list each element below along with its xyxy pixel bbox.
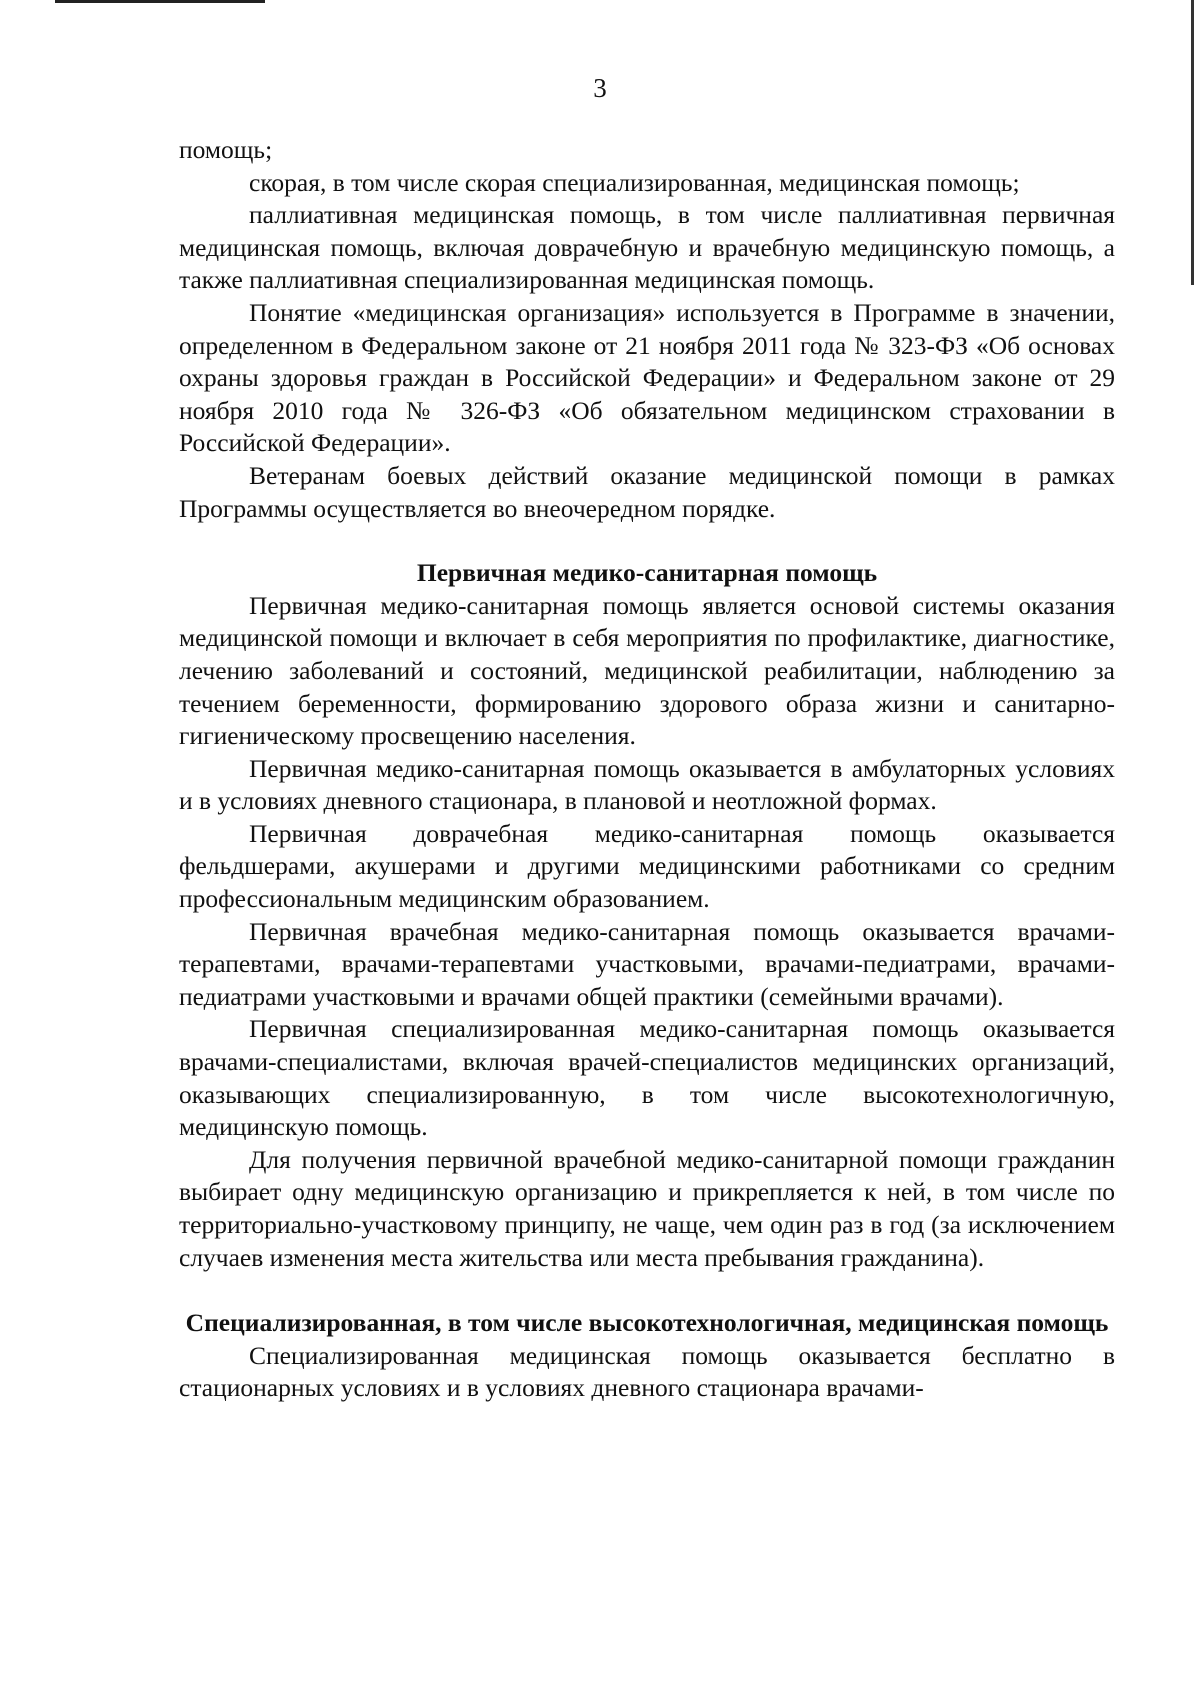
document-body [179, 134, 1115, 1405]
paragraph: Для получения первичной врачебной медико-санитарной помощи гражданин выбирает одну медицинскую организацию и прикрепляется к ней, в том числе по территориально-участковому принципу, не чаще, чем один раз в год (за исключением случаев изменения места жительства или места пребывания гражданина). [179, 1144, 1115, 1272]
scan-edge-mark-right [1191, 0, 1194, 285]
paragraph: Первичная доврачебная медико-санитарная помощь оказывается фельдшерами, акушерами и другими медицинскими работниками со средним профессиональным медицинским образованием. [179, 818, 1115, 914]
section-heading-specialized-care: Специализированная, в том числе высокотехнологичная, медицинская помощь [185, 1308, 1109, 1338]
paragraph: Первичная врачебная медико-санитарная помощь оказывается врачами-терапевтами, врачами-терапевтами участковыми, врачами-педиатрами, врачами-педиатрами участковыми и врачами общей практики (семейными врачами). [179, 916, 1115, 1011]
scan-edge-mark [55, 0, 265, 3]
paragraph: Первичная медико-санитарная помощь является основой системы оказания медицинской помощи и включает в себя мероприятия по профилактике, диагностике, лечению заболеваний и состояний, медицинской реабилитации, наблюдению за течением беременности, формированию здорового образа жизни и санитарно-гигиеническому просвещению населения. [179, 590, 1115, 751]
page-number: 3 [593, 73, 607, 103]
paragraph: Первичная специализированная медико-санитарная помощь оказывается врачами-специалистами, включая врачей-специалистов медицинских организаций, оказывающих специализированную, в том числе высокотехнологичную, медицинскую помощь. [179, 1014, 1115, 1142]
paragraph: Первичная медико-санитарная помощь оказывается в амбулаторных условиях и в условиях дневного стационара, в плановой и неотложной формах. [179, 753, 1115, 816]
section-heading-primary-care: Первичная медико-санитарная помощь [416, 558, 878, 588]
paragraph: Понятие «медицинская организация» используется в Программе в значении, определенном в Федеральном законе от 21 ноября 2011 года № 323-ФЗ «Об основах охраны здоровья граждан в Российской Федерации» и Федеральном законе от 29 ноября 2010 года № 326-ФЗ «Об обязательном медицинском страховании в Российской Федерации». [179, 297, 1115, 458]
paragraph: Специализированная медицинская помощь оказывается бесплатно в стационарных условиях и в условиях дневного стационара врачами- [179, 1340, 1115, 1403]
paragraph: Ветеранам боевых действий оказание медицинской помощи в рамках Программы осуществляется во внеочередном порядке. [179, 460, 1115, 523]
paragraph: паллиативная медицинская помощь, в том числе паллиативная первичная медицинская помощь, включая доврачебную и врачебную медицинскую помощь, а также паллиативная специализированная медицинская помощь. [179, 200, 1115, 295]
paragraph: помощь; [179, 135, 273, 164]
paragraph: скорая, в том числе скорая специализированная, медицинская помощь; [249, 167, 1020, 197]
